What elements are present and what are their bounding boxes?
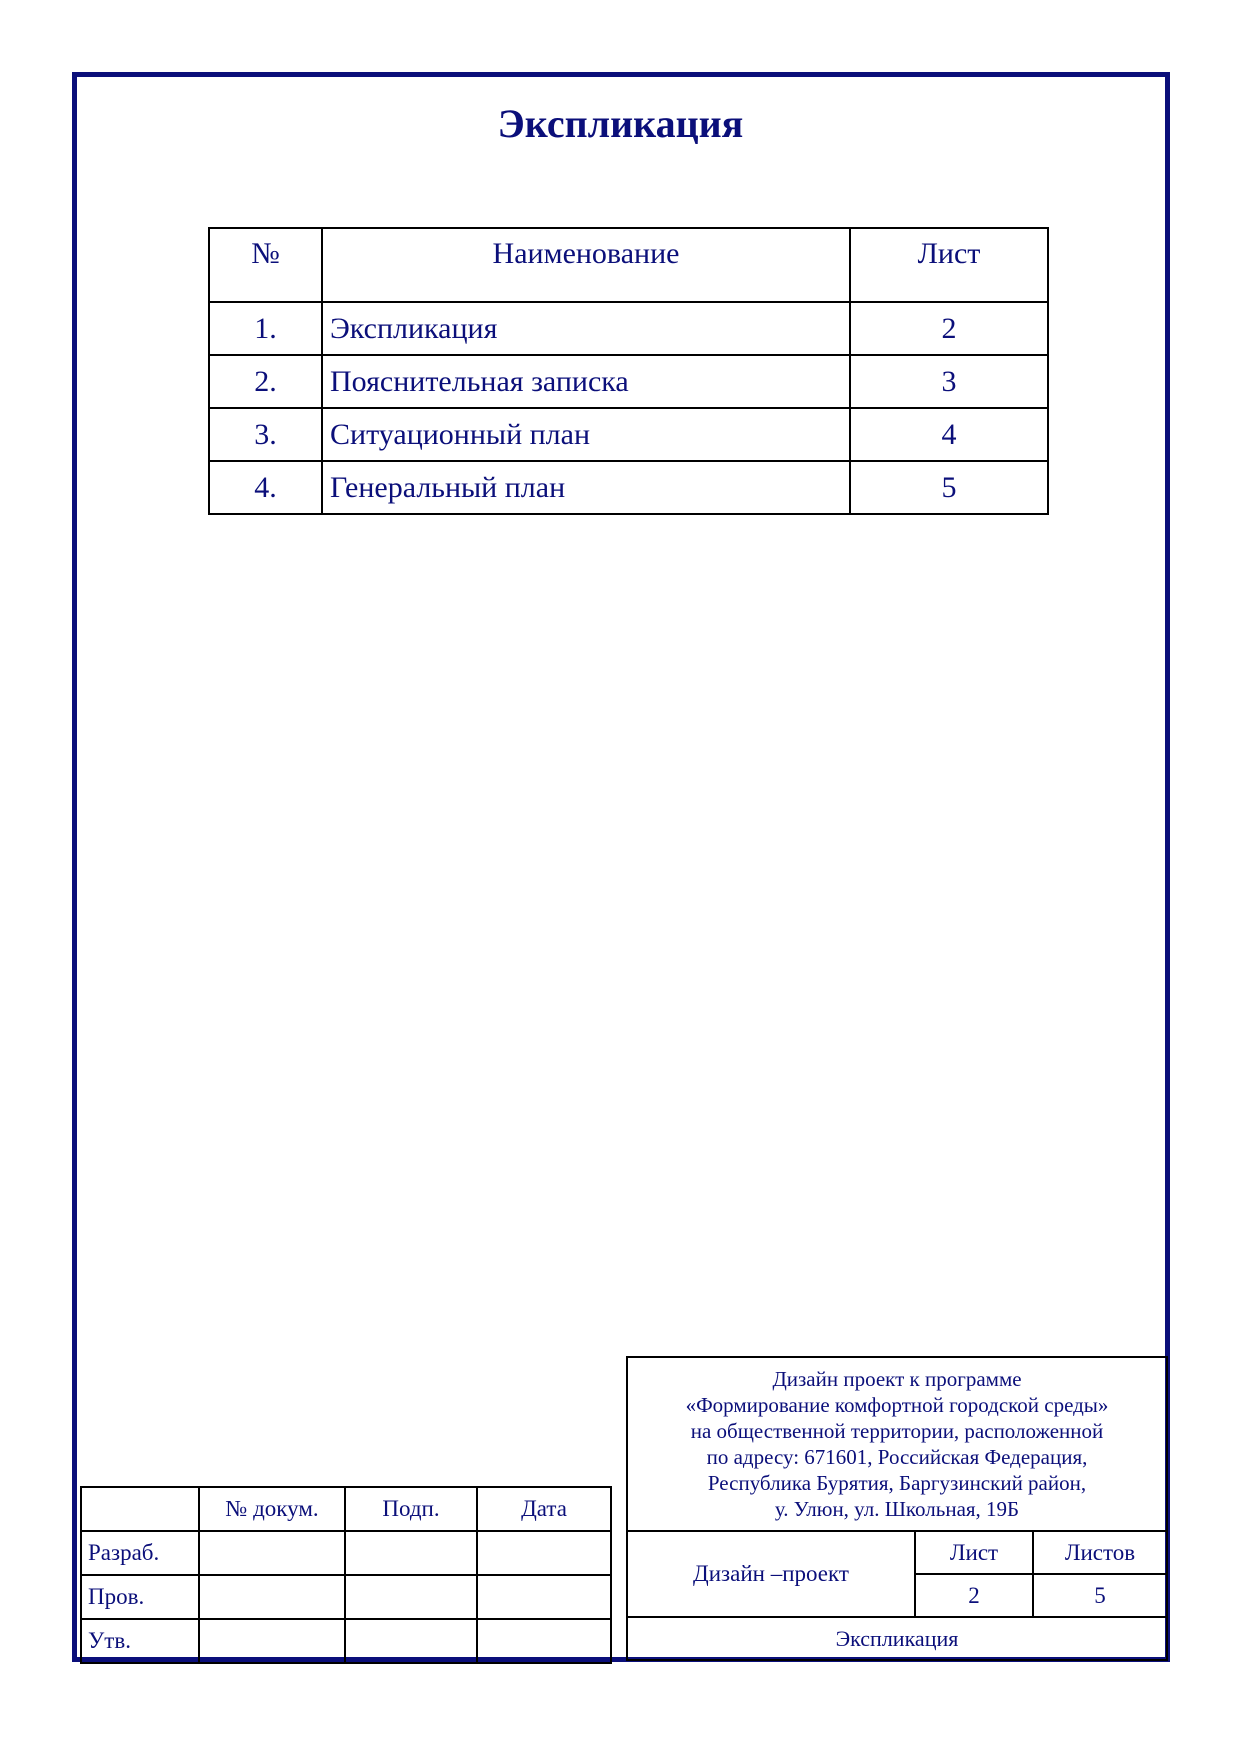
signature-role: Разраб. xyxy=(81,1531,199,1575)
signature-doc-cell xyxy=(199,1531,345,1575)
signature-header-date: Дата xyxy=(477,1487,611,1531)
title-block-footer-row xyxy=(627,1617,1167,1660)
table-row xyxy=(209,408,1048,461)
project-type: Дизайн –проект xyxy=(627,1531,915,1617)
title-block xyxy=(626,1356,1168,1661)
row-sheet: 5 xyxy=(850,461,1048,514)
row-sheet: 4 xyxy=(850,408,1048,461)
row-name: Генеральный план xyxy=(322,461,850,514)
row-sheet: 3 xyxy=(850,355,1048,408)
row-num: 2. xyxy=(209,355,322,408)
signature-header-doc: № докум. xyxy=(199,1487,345,1531)
signature-header-row xyxy=(81,1487,611,1531)
description-line: по адресу: 671601, Российская Федерация, xyxy=(706,1445,1088,1469)
signature-header-blank xyxy=(81,1487,199,1531)
title-block-description-row xyxy=(627,1357,1167,1531)
row-sheet: 2 xyxy=(850,302,1048,355)
contents-table xyxy=(208,227,1049,515)
description-line: Дизайн проект к программе xyxy=(772,1367,1022,1391)
table-row xyxy=(209,302,1048,355)
row-name: Экспликация xyxy=(322,302,850,355)
header-num: № xyxy=(209,228,322,302)
header-name: Наименование xyxy=(322,228,850,302)
table-row xyxy=(209,355,1048,408)
signature-row xyxy=(81,1575,611,1619)
row-num: 4. xyxy=(209,461,322,514)
table-row xyxy=(209,461,1048,514)
signature-row xyxy=(81,1531,611,1575)
sheets-value: 5 xyxy=(1033,1574,1167,1617)
row-name: Пояснительная записка xyxy=(322,355,850,408)
signature-sign-cell xyxy=(345,1619,477,1663)
signature-table xyxy=(80,1486,612,1664)
description-line: Республика Бурятия, Баргузинский район, xyxy=(707,1471,1087,1495)
row-name: Ситуационный план xyxy=(322,408,850,461)
signature-header-sign: Подп. xyxy=(345,1487,477,1531)
signature-sign-cell xyxy=(345,1575,477,1619)
signature-sign-cell xyxy=(345,1531,477,1575)
sheet-name: Экспликация xyxy=(627,1617,1167,1660)
signature-date-cell xyxy=(477,1531,611,1575)
signature-role: Утв. xyxy=(81,1619,199,1663)
header-sheet: Лист xyxy=(850,228,1048,302)
sheet-value: 2 xyxy=(915,1574,1033,1617)
signature-row xyxy=(81,1619,611,1663)
description-line: «Формирование комфортной городской среды» xyxy=(685,1393,1109,1417)
title-block-sheet-row xyxy=(627,1531,1167,1574)
description-line: на общественной территории, расположенной xyxy=(690,1419,1104,1443)
signature-doc-cell xyxy=(199,1575,345,1619)
page-title: Экспликация xyxy=(497,101,744,146)
description-line: у. Улюн, ул. Школьная, 19Б xyxy=(774,1497,1020,1521)
sheet-label: Лист xyxy=(915,1531,1033,1574)
signature-doc-cell xyxy=(199,1619,345,1663)
contents-header-row xyxy=(209,228,1048,302)
project-description xyxy=(627,1357,1167,1531)
sheets-label: Листов xyxy=(1033,1531,1167,1574)
signature-date-cell xyxy=(477,1619,611,1663)
signature-role: Пров. xyxy=(81,1575,199,1619)
row-num: 3. xyxy=(209,408,322,461)
signature-date-cell xyxy=(477,1575,611,1619)
row-num: 1. xyxy=(209,302,322,355)
